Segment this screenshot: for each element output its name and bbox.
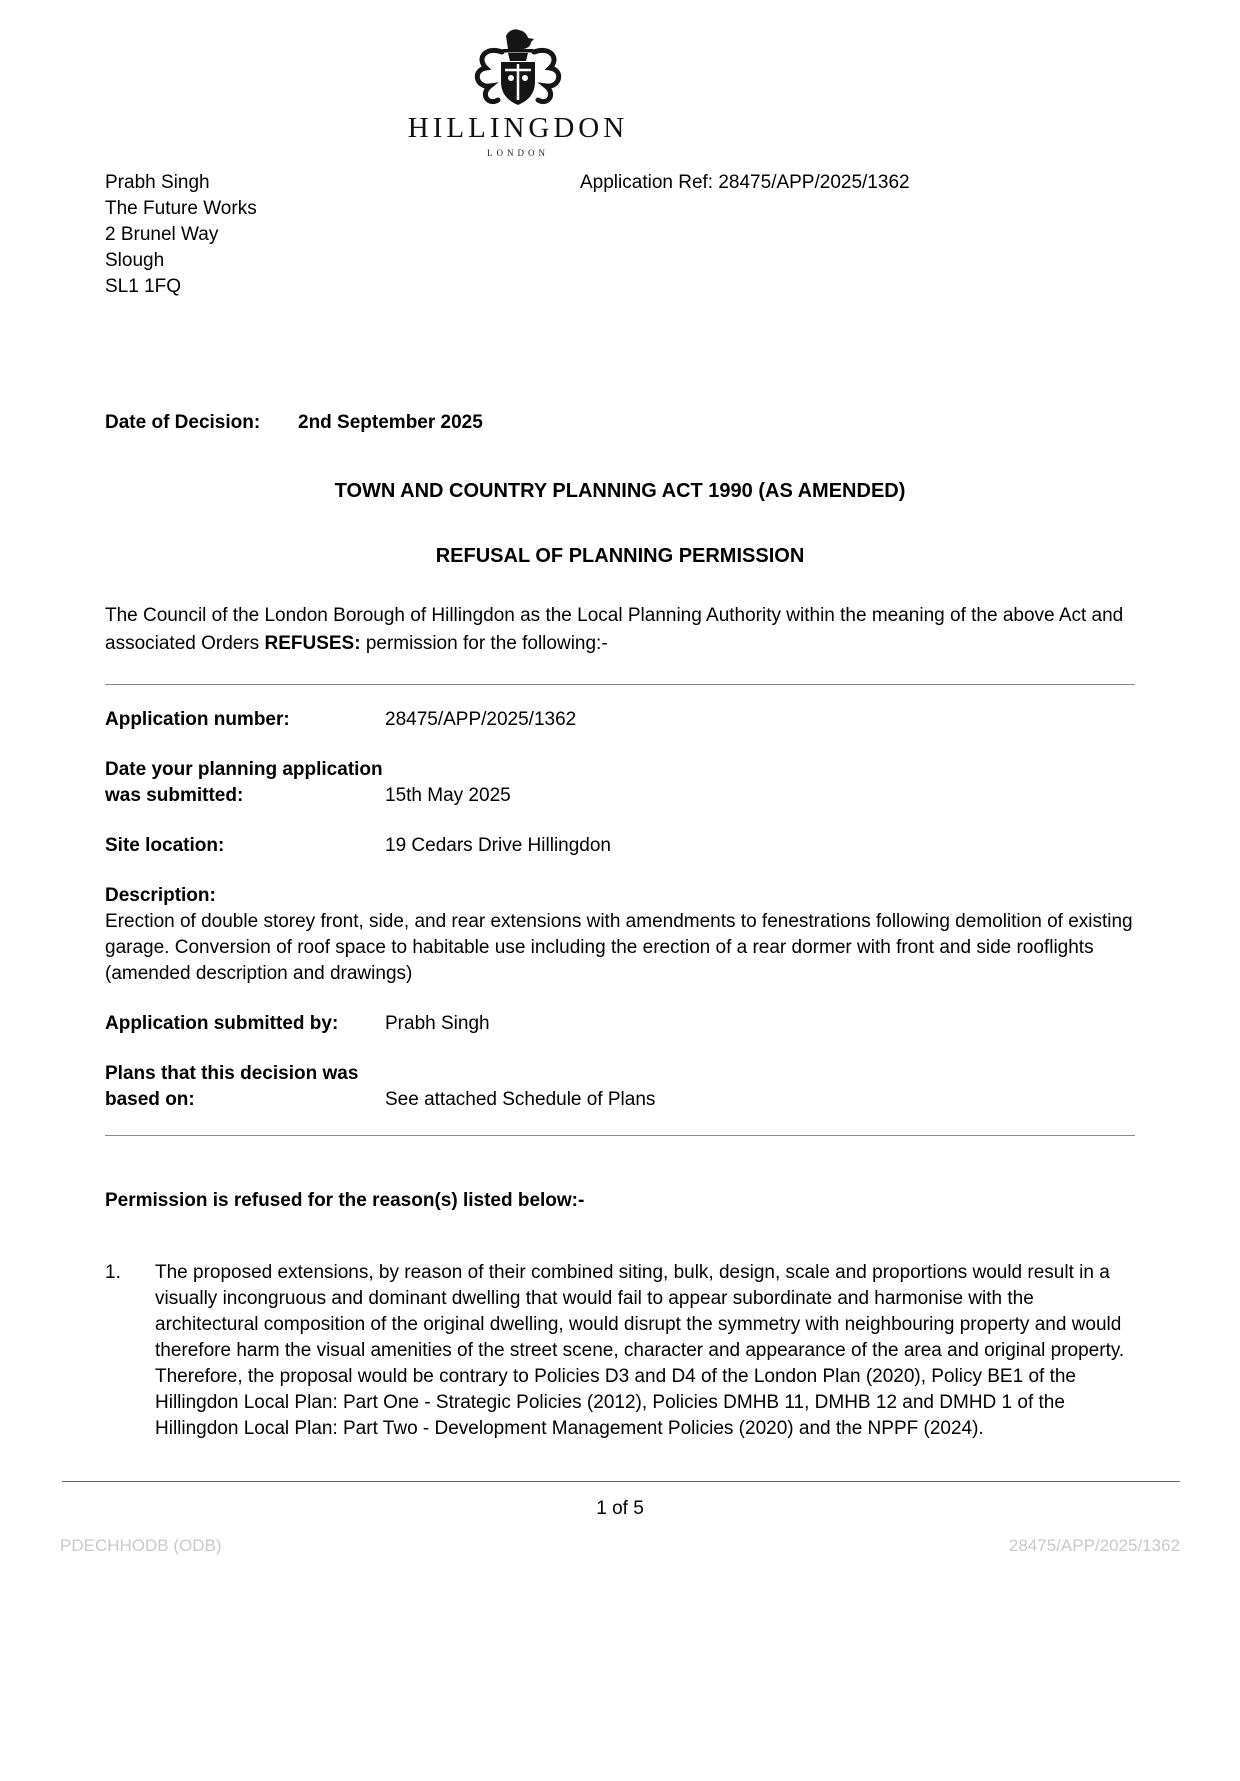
address-line: Prabh Singh: [105, 172, 210, 193]
address-line: The Future Works: [105, 198, 257, 219]
reason-item-1: [105, 1260, 1135, 1442]
decision-date-row: [105, 412, 1135, 434]
description-text: Erection of double storey front, side, and rear extensions with amendments to fenestrations following demolition of existing garage. Conversion of roof space to habitable use including the erection of a rear dormer with front and side rooflights (amended description and drawings): [105, 911, 1133, 984]
hillingdon-logo: [378, 26, 658, 158]
footer-doc-code: PDECHHODB (ODB): [60, 1536, 222, 1555]
detail-row-site-location: [105, 833, 1135, 859]
reason-text: The proposed extensions, by reason of their combined siting, bulk, design, scale and proportions would result in a visually incongruous and dominant dwelling that would fail to appear subordinate and harmonise with the architectural composition of the original dwelling, would disrupt the symmetry with neighbouring property and would therefore harm the visual amenities of the street scene, character and appearance of the area and original property. Therefore, the proposal would be contrary to Policies D3 and D4 of the London Plan (2020), Policy BE1 of the Hillingdon Local Plan: Part One - Strategic Policies (2012), Policies DMHB 11, DMHB 12 and DMHD 1 of the Hillingdon Local Plan: Part Two - Development Management Policies (2020) and the NPPF (2024).: [155, 1262, 1125, 1439]
address-line: 2 Brunel Way: [105, 224, 219, 245]
footer-application-ref: 28475/APP/2025/1362: [1008, 1536, 1180, 1555]
application-details-table: [105, 684, 1135, 1136]
detail-label: Plans that this decision was based on:: [105, 1063, 359, 1110]
detail-label: Site location:: [105, 835, 225, 856]
detail-label: Application number:: [105, 709, 290, 730]
detail-row-submission-date: [105, 757, 1135, 809]
address-line: SL1 1FQ: [105, 276, 182, 297]
detail-row-application-number: [105, 707, 1135, 733]
decision-date-label: Date of Decision:: [105, 412, 261, 433]
heading-refusal: REFUSAL OF PLANNING PERMISSION: [435, 545, 805, 567]
address-line: Slough: [105, 250, 165, 271]
description-label: Description:: [105, 885, 216, 906]
detail-value: 15th May 2025: [385, 785, 511, 806]
intro-text-before: The Council of the London Borough of Hillingdon as the Local Planning Authority within the meaning of the above Act and associated Orders: [105, 605, 1124, 654]
detail-row-plans-based-on: [105, 1061, 1135, 1113]
logo-subtitle: LONDON: [487, 148, 549, 158]
heading-act: TOWN AND COUNTRY PLANNING ACT 1990 (AS AMENDED): [334, 480, 906, 502]
detail-label: Date your planning application was submitted:: [105, 759, 383, 806]
refusal-reasons-title: Permission is refused for the reason(s) listed below:-: [105, 1190, 585, 1211]
decision-date-value: 2nd September 2025: [298, 412, 483, 433]
reason-number: 1.: [105, 1262, 121, 1283]
intro-text-after: permission for the following:-: [360, 633, 608, 654]
detail-row-description: [105, 883, 1135, 987]
intro-paragraph: [105, 602, 1135, 658]
detail-row-submitted-by: [105, 1011, 1135, 1037]
footer-divider: [62, 1481, 1180, 1482]
logo-title: HILLINGDON: [407, 112, 629, 144]
page-number: 1 of 5: [596, 1498, 644, 1519]
detail-value: 19 Cedars Drive Hillingdon: [385, 835, 611, 856]
hillingdon-crest-icon: [468, 26, 568, 110]
detail-value: See attached Schedule of Plans: [385, 1089, 656, 1110]
detail-value: 28475/APP/2025/1362: [385, 709, 577, 730]
intro-refuses-bold: REFUSES:: [264, 633, 361, 654]
detail-value: Prabh Singh: [385, 1013, 490, 1034]
application-ref: Application Ref: 28475/APP/2025/1362: [580, 172, 910, 193]
document-page: [0, 26, 1240, 1781]
detail-label: Application submitted by:: [105, 1013, 339, 1034]
address-and-ref-row: [105, 170, 1135, 300]
